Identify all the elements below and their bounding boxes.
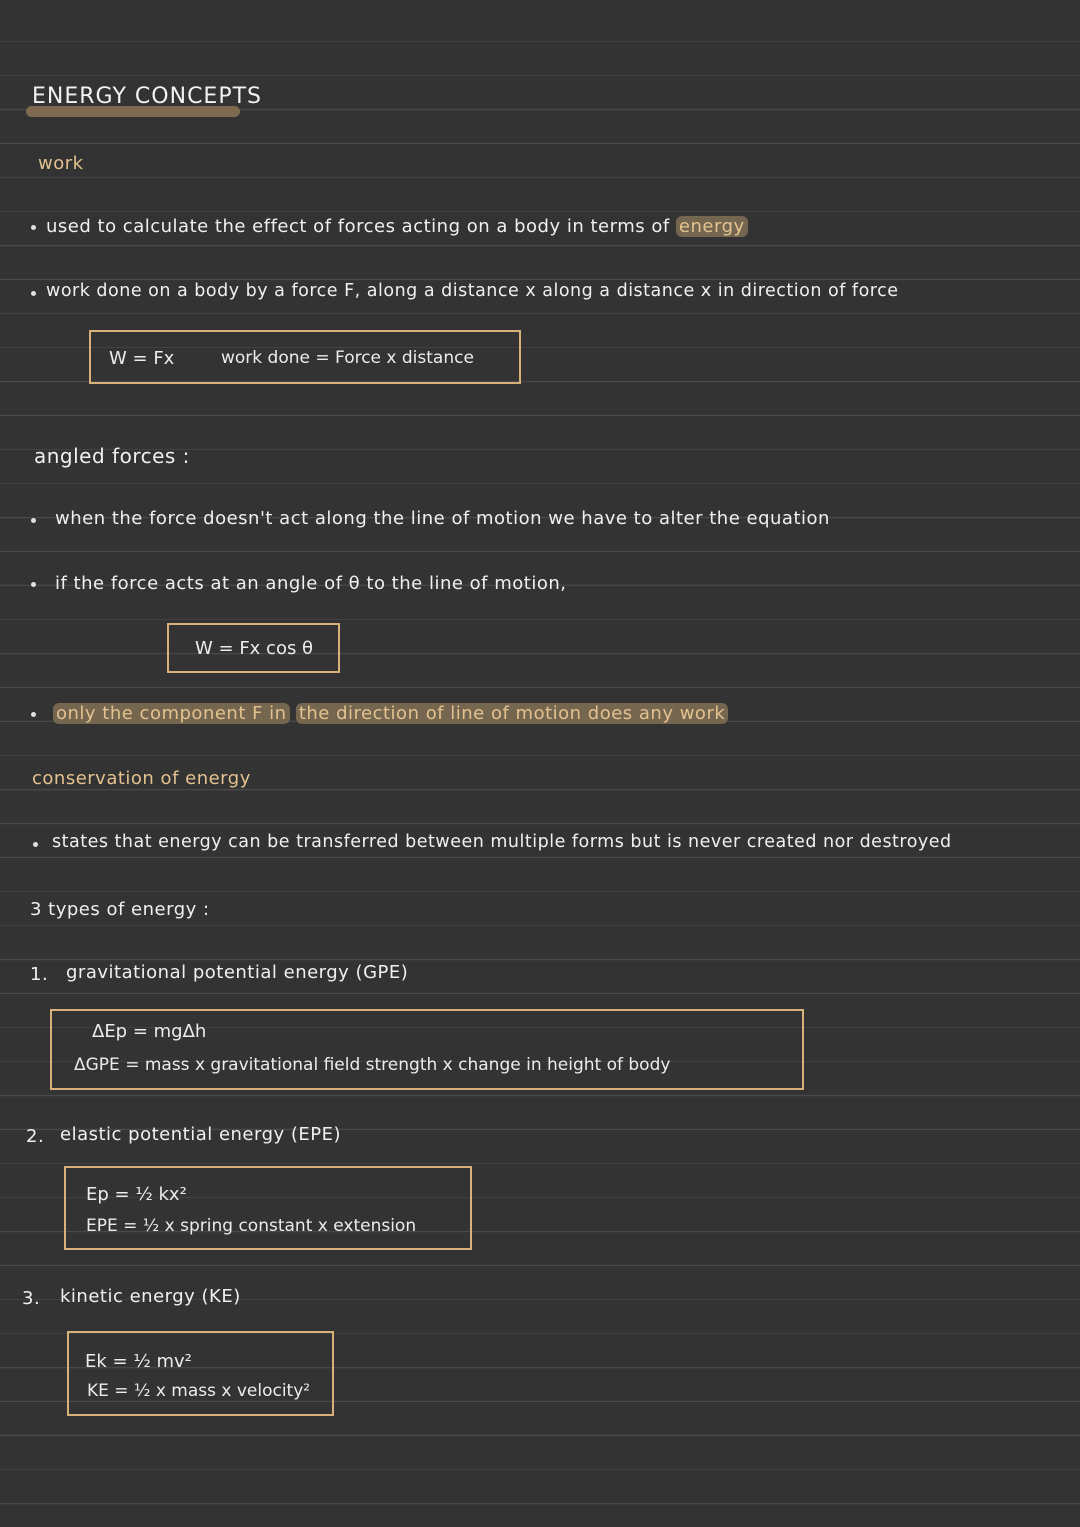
component-highlight: only the component F in [53,703,290,724]
gpe-formula-symbol: ΔEp = mgΔh [92,1021,207,1042]
bullet-dot [33,842,38,847]
epe-formula-box [64,1166,472,1250]
ke-formula-symbol: Ek = ½ mv² [85,1351,192,1372]
type-3-number: 3. [22,1288,41,1309]
work-bullet-1 [46,218,748,236]
angled-bullet-3 [53,705,728,723]
energy-highlight: energy [676,216,748,237]
ke-formula-box [67,1331,334,1416]
work-formula-box [89,330,521,384]
type-2-name: elastic potential energy (EPE) [60,1124,342,1145]
ke-formula-words: KE = ½ x mass x velocity² [87,1381,311,1401]
bullet-dot [31,582,36,587]
work-formula-words: work done = Force x distance [221,348,474,368]
type-2-number: 2. [26,1126,45,1147]
angled-formula: W = Fx cos θ [195,638,314,659]
type-3-name: kinetic energy (KE) [60,1286,241,1307]
angled-forces-heading: angled forces : [34,444,190,468]
conservation-heading: conservation of energy [32,768,251,789]
work-formula: W = Fx [109,348,175,369]
angled-bullet-2: if the force acts at an angle of θ to the line of motion, [55,573,567,594]
angled-bullet-1: when the force doesn't act along the line of motion we have to alter the equation [55,508,830,529]
epe-formula-symbol: Ep = ½ kx² [86,1184,187,1205]
gpe-formula-box [50,1009,804,1090]
types-heading: 3 types of energy : [30,899,210,920]
bullet-dot [31,712,36,717]
type-1-name: gravitational potential energy (GPE) [66,962,409,983]
gpe-formula-words: ΔGPE = mass x gravitational field strength x change in height of body [74,1055,671,1075]
direction-highlight: the direction of line of motion does any work [296,703,728,724]
bullet-dot [31,518,36,523]
page-title: ENERGY CONCEPTS [32,84,262,109]
bullet-dot [31,291,36,296]
work-bullet-2: work done on a body by a force F, along a distance x along a distance x in direction of force [46,281,899,301]
work-bullet-1-text: used to calculate the effect of forces acting on a body in terms of [46,216,670,237]
epe-formula-words: EPE = ½ x spring constant x extension [86,1216,417,1236]
angled-formula-box [167,623,340,673]
conservation-bullet-1: states that energy can be transferred between multiple forms but is never created nor destroyed [52,832,952,852]
type-1-number: 1. [30,964,49,985]
work-heading: work [38,153,84,174]
bullet-dot [31,225,36,230]
